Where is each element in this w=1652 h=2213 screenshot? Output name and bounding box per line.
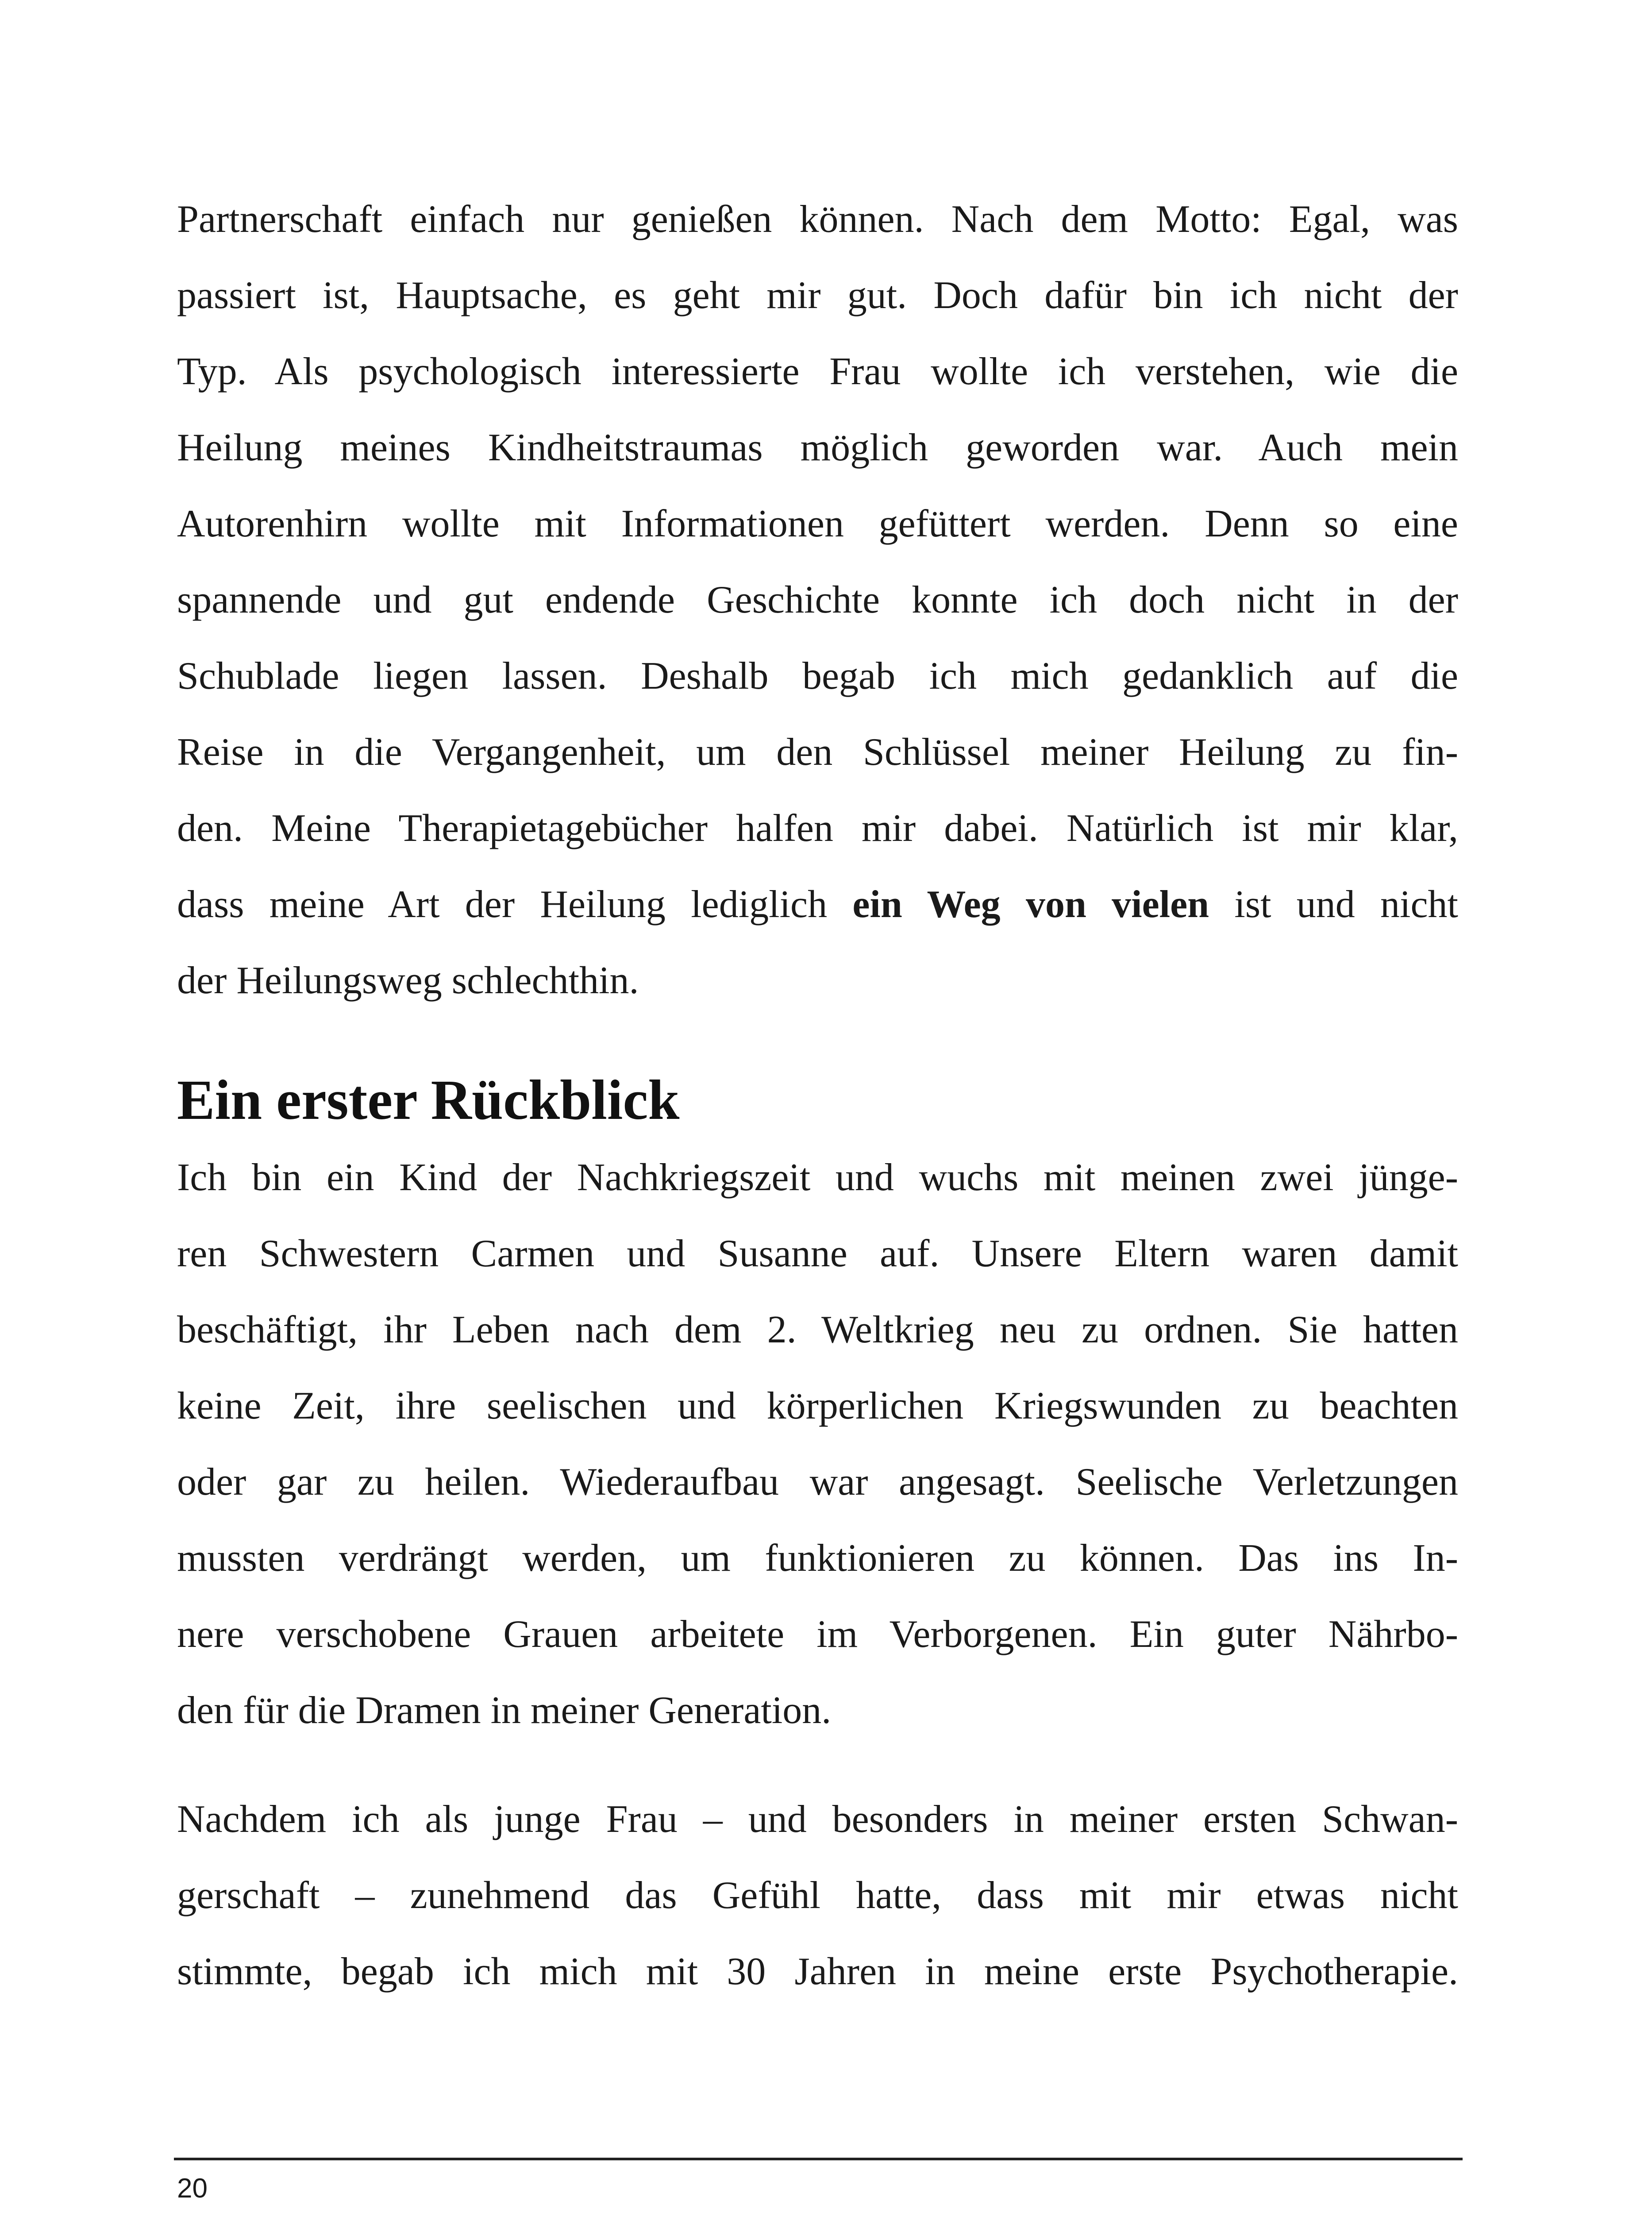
text-line: Ich bin ein Kind der Nachkriegszeit und wuchs mit meinen zwei jünge- (177, 1156, 1458, 1199)
paragraph-therapy (177, 1781, 1458, 2010)
text-line: den. Meine Therapietagebücher halfen mir dabei. Natürlich ist mir klar, (177, 807, 1458, 850)
text-line: spannende und gut endende Geschichte konnte ich doch nicht in der (177, 578, 1458, 621)
text-line: stimmte, begab ich mich mit 30 Jahren in meine erste Psychotherapie. (177, 1950, 1458, 1993)
text-line: ren Schwestern Carmen und Susanne auf. Unsere Eltern waren damit (177, 1232, 1458, 1275)
footer-divider (174, 2158, 1463, 2160)
text-line: gerschaft – zunehmend das Gefühl hatte, dass mit mir etwas nicht (177, 1874, 1458, 1917)
text-line-with-emphasis (177, 867, 1458, 943)
text-line: keine Zeit, ihre seelischen und körperlichen Kriegswunden zu beachten (177, 1384, 1458, 1427)
bold-emphasis: ein Weg von vielen (852, 883, 1209, 926)
text-line: Autorenhirn wollte mit Informationen gefüttert werden. Denn so eine (177, 502, 1458, 545)
text-fragment: dass meine Art der Heilung lediglich (177, 883, 853, 926)
text-line: Nachdem ich als junge Frau – und besonders in meiner ersten Schwan- (177, 1798, 1458, 1841)
text-line: Partnerschaft einfach nur genießen können. Nach dem Motto: Egal, was (177, 198, 1458, 241)
text-line: den für die Dramen in meiner Generation. (177, 1689, 832, 1732)
text-line: der Heilungsweg schlechthin. (177, 959, 639, 1002)
text-line: oder gar zu heilen. Wiederaufbau war angesagt. Seelische Verletzungen (177, 1461, 1458, 1504)
text-line: passiert ist, Hauptsache, es geht mir gut. Doch dafür bin ich nicht der (177, 274, 1458, 317)
text-line: beschäftigt, ihr Leben nach dem 2. Weltkrieg neu zu ordnen. Sie hatten (177, 1308, 1458, 1351)
text-line: Schublade liegen lassen. Deshalb begab ich mich gedanklich auf die (177, 655, 1458, 698)
page-number: 20 (177, 2173, 208, 2204)
text-line: Reise in die Vergangenheit, um den Schlüssel meiner Heilung zu fin- (177, 731, 1458, 774)
paragraph-continuation (177, 181, 1458, 1019)
text-line: Heilung meines Kindheitstraumas möglich geworden war. Auch mein (177, 426, 1458, 469)
text-fragment: ist und nicht (1209, 883, 1458, 926)
paragraph-intro (177, 1140, 1458, 1749)
text-line: Typ. Als psychologisch interessierte Frau wollte ich verstehen, wie die (177, 350, 1458, 393)
text-line: nere verschobene Grauen arbeitete im Verborgenen. Ein guter Nährbo- (177, 1613, 1458, 1656)
text-line: mussten verdrängt werden, um funktionieren zu können. Das ins In- (177, 1537, 1458, 1580)
section-heading: Ein erster Rückblick (177, 1068, 680, 1131)
